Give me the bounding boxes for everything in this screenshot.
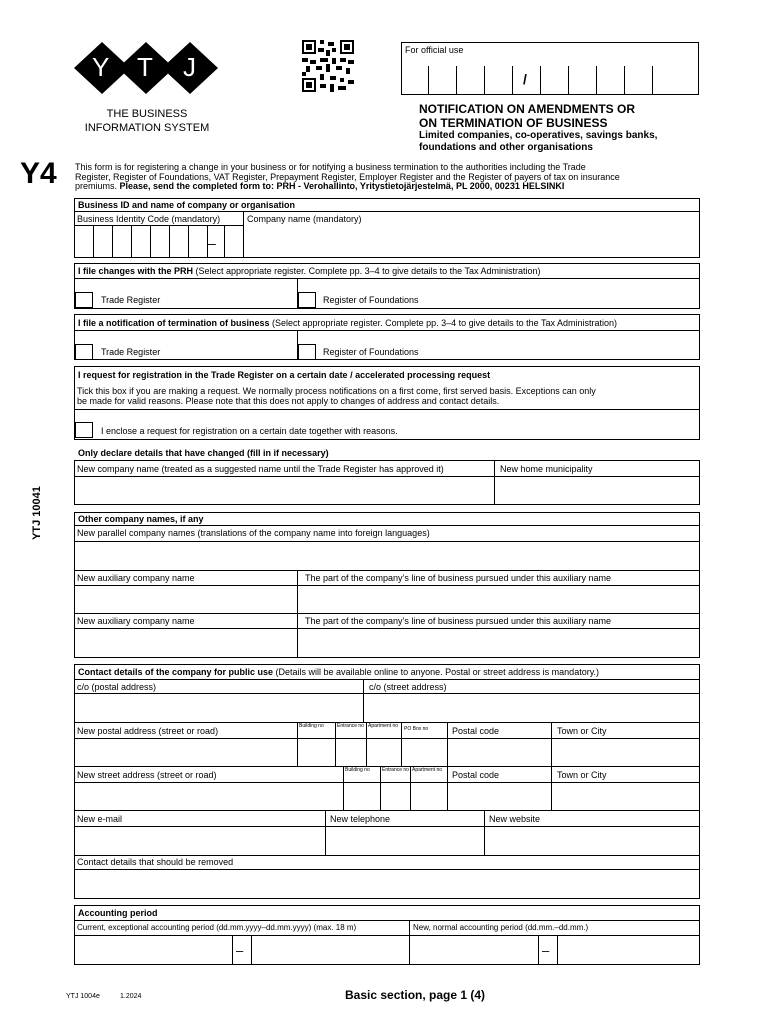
street-building-label: Building no: [345, 767, 370, 773]
postal-code-label: Postal code: [452, 726, 500, 736]
footer-code: YTJ 1004e: [66, 993, 100, 1000]
footer-page: Basic section, page 1 (4): [345, 988, 486, 1002]
form-code: Y4: [20, 157, 57, 190]
s3-trade-register-label: Trade Register: [101, 347, 161, 357]
s4-text-2: be made for valid reasons. Please note that this does not apply to changes of address and contact details.: [77, 396, 500, 406]
new-home-municipality-input[interactable]: [495, 477, 699, 504]
s4-header: I request for registration in the Trade Register on a certain date / accelerated processing request: [78, 370, 491, 380]
logo-tagline-2: INFORMATION SYSTEM: [84, 122, 210, 134]
intro-line-1: This form is for registering a change in your business or for notifying a business termination to the authorities including the Trade: [75, 162, 586, 172]
street-building-input[interactable]: [344, 783, 379, 810]
ytj-logo: [72, 40, 222, 96]
postal-apartment-label: Apartment no: [368, 723, 399, 729]
postal-code-input[interactable]: [448, 739, 550, 766]
pobox-input[interactable]: [402, 739, 446, 766]
postal-entrance-label: Entrance no: [337, 723, 364, 729]
subtitle-line-2: foundations and other organisations: [419, 142, 593, 153]
s7-header: [78, 667, 599, 677]
s8-current-label: Current, exceptional accounting period (dd.mm.yyyy–dd.mm.yyyy) (max. 18 m): [77, 923, 357, 932]
title-line-1: NOTIFICATION ON AMENDMENTS OR: [419, 102, 635, 116]
footer-date: 1.2024: [120, 993, 142, 1000]
s6-header: Other company names, if any: [78, 514, 204, 524]
pobox-label: PO Box no: [404, 726, 429, 732]
removed-contacts-input[interactable]: [75, 870, 699, 898]
current-period-end-input[interactable]: [252, 936, 408, 964]
intro-line-3: [75, 181, 564, 191]
removed-contacts-label: Contact details that should be removed: [77, 857, 234, 867]
business-id-dash: –: [208, 235, 216, 251]
postal-town-input[interactable]: [552, 739, 699, 766]
street-apartment-label: Apartment no: [412, 767, 443, 773]
street-postal-code-input[interactable]: [448, 783, 550, 810]
logo-letter-y: Y: [92, 52, 110, 82]
postal-building-input[interactable]: [298, 739, 334, 766]
s2-trade-register-label: Trade Register: [101, 295, 161, 305]
new-company-name-input[interactable]: [75, 477, 493, 504]
company-name-input[interactable]: [244, 226, 699, 257]
s2-foundations-checkbox[interactable]: [298, 292, 316, 308]
official-use-label: For official use: [405, 45, 464, 55]
normal-period-dash: –: [542, 943, 550, 958]
s3-foundations-label: Register of Foundations: [323, 347, 419, 357]
s2-header: [78, 266, 541, 276]
logo-letter-t: T: [137, 52, 153, 82]
s2-header-note: (Select appropriate register. Complete pp. 3–4 to give details to the Tax Administration): [193, 266, 541, 276]
s4-request-checkbox[interactable]: [75, 422, 93, 438]
postal-address-input[interactable]: [75, 739, 296, 766]
street-entrance-input[interactable]: [381, 783, 409, 810]
street-entrance-label: Entrance no: [382, 767, 409, 773]
street-town-input[interactable]: [552, 783, 699, 810]
subtitle-line-1: Limited companies, co-operatives, savings banks,: [419, 130, 658, 141]
s3-header: [78, 318, 617, 328]
s6-aux1-label: New auxiliary company name: [77, 573, 195, 583]
s7-header-note: (Details will be available online to anyone. Postal or street address is mandatory.): [273, 667, 600, 677]
s3-trade-register-checkbox[interactable]: [75, 344, 93, 360]
side-code: YTJ 10041: [31, 486, 43, 540]
street-postal-code-label: Postal code: [452, 770, 500, 780]
street-address-label: New street address (street or road): [77, 770, 217, 780]
s3-foundations-checkbox[interactable]: [298, 344, 316, 360]
website-input[interactable]: [485, 827, 699, 855]
s6-aux1-line-label: The part of the company’s line of business pursued under this auxiliary name: [305, 573, 612, 583]
street-address-input[interactable]: [75, 783, 342, 810]
street-town-label: Town or City: [557, 770, 607, 780]
normal-period-end-input[interactable]: [558, 936, 699, 964]
s3-header-bold: I file a notification of termination of business: [78, 318, 270, 328]
s6-parallel-label: New parallel company names (translations of the company name into foreign languages): [77, 528, 430, 538]
s6-aux2-line-label: The part of the company’s line of business pursued under this auxiliary name: [305, 616, 612, 626]
co-postal-label: c/o (postal address): [77, 682, 157, 692]
s5-header: Only declare details that have changed (fill in if necessary): [78, 448, 329, 458]
s5-name-label: New company name (treated as a suggested name until the Trade Register has approved it): [77, 464, 444, 474]
aux-line-1-input[interactable]: [298, 586, 699, 613]
s5-muni-label: New home municipality: [500, 464, 593, 474]
email-label: New e-mail: [77, 814, 123, 824]
s2-foundations-label: Register of Foundations: [323, 295, 419, 305]
normal-period-start-input[interactable]: [410, 936, 537, 964]
s1-id-label: Business Identity Code (mandatory): [77, 214, 221, 224]
parallel-names-input[interactable]: [75, 542, 699, 569]
postal-address-label: New postal address (street or road): [77, 726, 219, 736]
s8-header: Accounting period: [78, 908, 158, 918]
logo-letter-j: J: [183, 52, 196, 82]
business-id-input[interactable]: [74, 226, 243, 258]
postal-entrance-input[interactable]: [336, 739, 365, 766]
co-postal-input[interactable]: [75, 694, 362, 721]
aux-name-2-input[interactable]: [75, 629, 296, 657]
intro-send-address: Please, send the completed form to: PRH - Verohallinto, Yritystietojärjestelmä, PL 2000, 00231 HELSINKI: [119, 181, 565, 191]
aux-name-1-input[interactable]: [75, 586, 296, 613]
postal-apartment-input[interactable]: [367, 739, 400, 766]
current-period-dash: –: [236, 943, 244, 958]
phone-input[interactable]: [326, 827, 483, 855]
current-period-start-input[interactable]: [75, 936, 231, 964]
website-label: New website: [489, 814, 541, 824]
street-apartment-input[interactable]: [411, 783, 446, 810]
s2-trade-register-checkbox[interactable]: [75, 292, 93, 308]
co-street-input[interactable]: [364, 694, 699, 721]
postal-town-label: Town or City: [557, 726, 607, 736]
s1-name-label: Company name (mandatory): [247, 214, 362, 224]
aux-line-2-input[interactable]: [298, 629, 699, 657]
s3-header-note: (Select appropriate register. Complete pp. 3–4 to give details to the Tax Administration): [269, 318, 618, 328]
official-use-box: [401, 42, 699, 95]
intro-line-2: Register, Register of Foundations, VAT Register, Prepayment Register, Employer Register and the Register of payers of tax on insurance: [75, 172, 620, 182]
s2-header-bold: I file changes with the PRH: [78, 266, 194, 276]
intro-line-3a: premiums.: [75, 181, 120, 191]
title-line-2: ON TERMINATION OF BUSINESS: [419, 116, 608, 130]
official-use-slash: /: [523, 71, 527, 87]
s1-header: Business ID and name of company or organisation: [78, 200, 296, 210]
postal-building-label: Building no: [299, 723, 324, 729]
qr-code-graphic: [302, 40, 354, 92]
qr-code: [302, 40, 354, 92]
logo-tagline-1: THE BUSINESS: [106, 108, 188, 120]
s6-aux2-label: New auxiliary company name: [77, 616, 195, 626]
s4-request-label: I enclose a request for registration on a certain date together with reasons.: [101, 426, 398, 436]
co-street-label: c/o (street address): [369, 682, 447, 692]
s4-text-1: Tick this box if you are making a request. We normally process notifications on a first come, first served basis. Exceptions can only: [77, 386, 596, 396]
phone-label: New telephone: [330, 814, 391, 824]
s8-normal-label: New, normal accounting period (dd.mm.–dd.mm.): [413, 923, 589, 932]
email-input[interactable]: [75, 827, 324, 855]
s7-header-bold: Contact details of the company for public use: [78, 667, 274, 677]
